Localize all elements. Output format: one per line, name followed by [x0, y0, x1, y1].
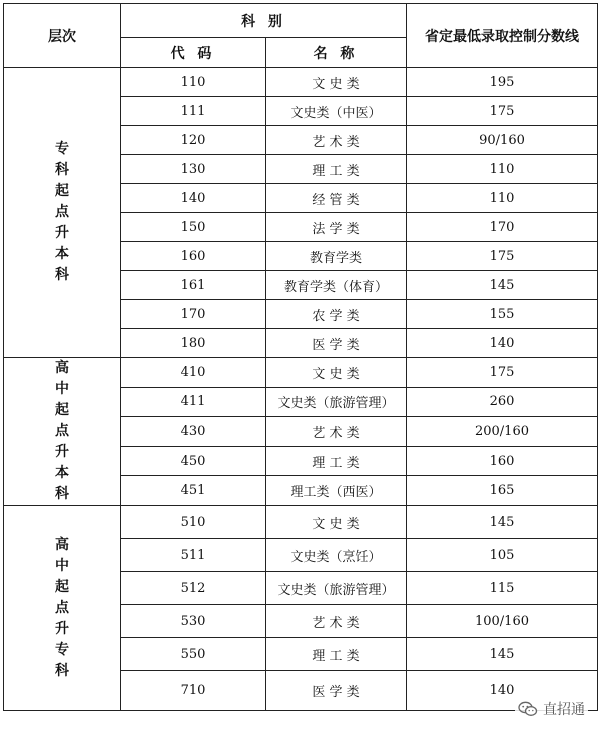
name-cell: 文史类（烹饪） [266, 539, 407, 572]
header-name: 名 称 [266, 38, 407, 68]
header-subject: 科 别 [121, 4, 407, 38]
name-cell: 理工类（西医） [266, 476, 407, 506]
score-cell: 140 [407, 329, 598, 358]
score-cell: 140 [407, 671, 598, 711]
name-cell: 法 学 类 [266, 213, 407, 242]
score-cell: 195 [407, 68, 598, 97]
score-cell: 115 [407, 572, 598, 605]
code-cell: 430 [121, 417, 266, 447]
code-cell: 140 [121, 184, 266, 213]
score-cell: 175 [407, 97, 598, 126]
name-cell: 文史类（旅游管理） [266, 387, 407, 417]
code-cell: 120 [121, 126, 266, 155]
table-row [4, 68, 598, 97]
code-cell: 160 [121, 242, 266, 271]
code-cell: 410 [121, 358, 266, 388]
level-label: 专科起点升本科 [55, 141, 69, 283]
score-cell: 165 [407, 476, 598, 506]
score-cell: 100/160 [407, 605, 598, 638]
code-cell: 710 [121, 671, 266, 711]
code-cell: 451 [121, 476, 266, 506]
score-table [3, 3, 598, 711]
name-cell: 文史类（中医） [266, 97, 407, 126]
code-cell: 411 [121, 387, 266, 417]
name-cell: 医 学 类 [266, 671, 407, 711]
level-label: 高中起点升本科 [55, 360, 69, 502]
wechat-icon [518, 701, 538, 717]
code-cell: 150 [121, 213, 266, 242]
code-cell: 550 [121, 638, 266, 671]
code-cell: 130 [121, 155, 266, 184]
name-cell: 理 工 类 [266, 155, 407, 184]
code-cell: 511 [121, 539, 266, 572]
name-cell: 理 工 类 [266, 638, 407, 671]
name-cell: 医 学 类 [266, 329, 407, 358]
code-cell: 530 [121, 605, 266, 638]
score-cell: 105 [407, 539, 598, 572]
name-cell: 文 史 类 [266, 358, 407, 388]
score-cell: 110 [407, 155, 598, 184]
score-cell: 175 [407, 358, 598, 388]
level-label: 高中起点升专科 [55, 536, 69, 679]
code-cell: 161 [121, 271, 266, 300]
name-cell: 文 史 类 [266, 68, 407, 97]
score-cell: 175 [407, 242, 598, 271]
header-code: 代 码 [121, 38, 266, 68]
code-cell: 170 [121, 300, 266, 329]
level-cell [4, 68, 121, 358]
table-row [4, 358, 598, 388]
watermark [515, 698, 588, 720]
name-cell: 艺 术 类 [266, 417, 407, 447]
name-cell: 经 管 类 [266, 184, 407, 213]
name-cell: 教育学类（体育） [266, 271, 407, 300]
header-score: 省定最低录取控制分数线 [407, 4, 598, 68]
name-cell: 艺 术 类 [266, 605, 407, 638]
header-level: 层次 [4, 4, 121, 68]
code-cell: 111 [121, 97, 266, 126]
score-cell: 145 [407, 271, 598, 300]
score-cell: 160 [407, 446, 598, 476]
code-cell: 512 [121, 572, 266, 605]
score-cell: 260 [407, 387, 598, 417]
name-cell: 艺 术 类 [266, 126, 407, 155]
watermark-text: 直招通 [543, 702, 585, 718]
code-cell: 110 [121, 68, 266, 97]
name-cell: 教育学类 [266, 242, 407, 271]
score-cell: 170 [407, 213, 598, 242]
code-cell: 180 [121, 329, 266, 358]
score-cell: 145 [407, 506, 598, 539]
code-cell: 510 [121, 506, 266, 539]
name-cell: 文 史 类 [266, 506, 407, 539]
score-cell: 155 [407, 300, 598, 329]
code-cell: 450 [121, 446, 266, 476]
score-cell: 110 [407, 184, 598, 213]
level-cell [4, 358, 121, 506]
table-body [4, 68, 598, 711]
score-cell: 200/160 [407, 417, 598, 447]
level-cell [4, 506, 121, 711]
name-cell: 理 工 类 [266, 446, 407, 476]
score-cell: 90/160 [407, 126, 598, 155]
name-cell: 农 学 类 [266, 300, 407, 329]
table-row [4, 506, 598, 539]
score-cell: 145 [407, 638, 598, 671]
name-cell: 文史类（旅游管理） [266, 572, 407, 605]
